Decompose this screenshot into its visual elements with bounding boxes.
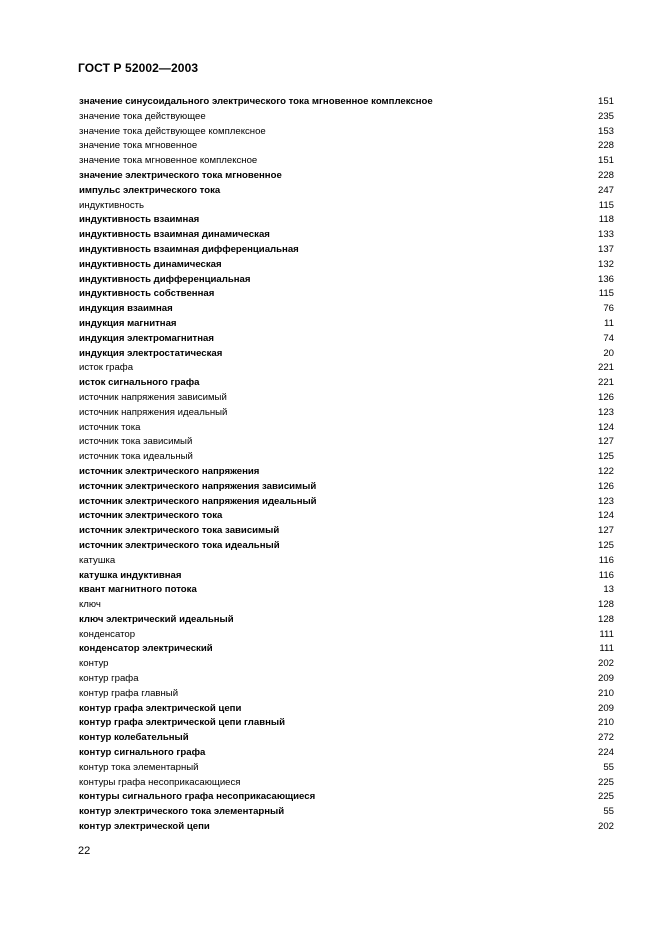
index-entry <box>79 154 614 169</box>
index-page-ref: 228 <box>597 140 614 152</box>
index-term: индуктивность дифференциальная <box>79 273 251 285</box>
index-entry <box>79 524 614 539</box>
index-page-ref: 126 <box>597 391 614 403</box>
index-entry <box>79 820 614 835</box>
index-term: ключ <box>79 599 101 611</box>
index-term: катушка индуктивная <box>79 569 182 581</box>
index-entry <box>79 672 614 687</box>
index-page-ref: 13 <box>603 584 614 596</box>
index-entry <box>79 361 614 376</box>
index-entry <box>79 184 614 199</box>
index-term: источник тока <box>79 421 141 433</box>
index-term: значение тока мгновенное комплексное <box>79 155 258 167</box>
index-entry <box>79 583 614 598</box>
index-term: конденсатор <box>79 628 136 640</box>
index-page-ref: 115 <box>598 288 614 300</box>
index-page-ref: 111 <box>599 643 614 655</box>
index-term: индуктивность динамическая <box>79 258 222 270</box>
index-page-ref: 118 <box>598 214 614 226</box>
index-page-ref: 202 <box>597 658 614 670</box>
index-entry <box>79 169 614 184</box>
index-entry <box>79 125 614 140</box>
index-entry <box>79 509 614 524</box>
index-page-ref: 225 <box>597 791 614 803</box>
index-term: источник напряжения зависимый <box>79 391 227 403</box>
index-term: источник тока зависимый <box>79 436 193 448</box>
index-entry <box>79 258 614 273</box>
index-term: источник электрического напряжения зависимый <box>79 480 317 492</box>
index-entry <box>79 805 614 820</box>
index-term: значение тока действующее комплексное <box>79 125 266 137</box>
term-index-list <box>79 95 614 835</box>
index-entry <box>79 657 614 672</box>
index-page-ref: 123 <box>597 406 614 418</box>
index-page-ref: 137 <box>597 243 614 255</box>
index-term: квант магнитного потока <box>79 584 197 596</box>
index-entry <box>79 110 614 125</box>
index-entry <box>79 613 614 628</box>
index-term: исток сигнального графа <box>79 377 200 389</box>
index-page-ref: 74 <box>603 332 614 344</box>
index-page-ref: 116 <box>598 569 614 581</box>
index-page-ref: 125 <box>597 539 614 551</box>
index-page-ref: 55 <box>603 761 614 773</box>
index-term: контуры графа несоприкасающиеся <box>79 776 241 788</box>
index-page-ref: 111 <box>599 628 614 640</box>
index-page-ref: 209 <box>597 673 614 685</box>
index-page-ref: 224 <box>597 747 614 759</box>
index-entry <box>79 539 614 554</box>
index-page-ref: 55 <box>603 806 614 818</box>
index-entry <box>79 228 614 243</box>
index-entry <box>79 243 614 258</box>
index-term: источник электрического напряжения идеальный <box>79 495 317 507</box>
index-entry <box>79 95 614 110</box>
index-page-ref: 247 <box>597 184 614 196</box>
page-number: 22 <box>78 845 91 857</box>
index-page-ref: 151 <box>597 96 614 107</box>
index-entry <box>79 450 614 465</box>
index-term: контур электрического тока элементарный <box>79 806 285 818</box>
index-term: исток графа <box>79 362 134 374</box>
index-entry <box>79 642 614 657</box>
index-term: контур колебательный <box>79 732 189 744</box>
index-term: индукция электростатическая <box>79 347 223 359</box>
index-term: индуктивность собственная <box>79 288 215 300</box>
index-page-ref: 151 <box>597 155 614 167</box>
index-page-ref: 210 <box>597 717 614 729</box>
index-entry <box>79 569 614 584</box>
index-term: индуктивность взаимная динамическая <box>79 229 270 241</box>
index-page-ref: 235 <box>597 110 614 122</box>
index-page-ref: 127 <box>597 525 614 537</box>
index-page-ref: 153 <box>597 125 614 137</box>
index-term: источник тока идеальный <box>79 451 193 463</box>
index-term: значение электрического тока мгновенное <box>79 169 282 181</box>
index-term: источник напряжения идеальный <box>79 406 228 418</box>
index-page-ref: 209 <box>597 702 614 714</box>
index-term: индуктивность <box>79 199 145 211</box>
index-term: значение тока мгновенное <box>79 140 198 152</box>
index-entry <box>79 746 614 761</box>
index-term: контур графа главный <box>79 687 179 699</box>
index-page-ref: 125 <box>597 451 614 463</box>
index-page-ref: 124 <box>597 421 614 433</box>
index-entry <box>79 347 614 362</box>
index-term: контур сигнального графа <box>79 747 206 759</box>
index-entry <box>79 731 614 746</box>
index-term: источник электрического тока <box>79 510 223 522</box>
index-page-ref: 133 <box>597 229 614 241</box>
index-page-ref: 128 <box>597 599 614 611</box>
index-entry <box>79 790 614 805</box>
index-entry <box>79 273 614 288</box>
index-entry <box>79 687 614 702</box>
index-entry <box>79 761 614 776</box>
index-term: ключ электрический идеальный <box>79 613 234 625</box>
index-entry <box>79 302 614 317</box>
index-entry <box>79 628 614 643</box>
index-page-ref: 115 <box>598 199 614 211</box>
index-page-ref: 124 <box>597 510 614 522</box>
index-entry <box>79 391 614 406</box>
index-entry <box>79 317 614 332</box>
index-page-ref: 272 <box>597 732 614 744</box>
index-page-ref: 228 <box>597 169 614 181</box>
index-entry <box>79 702 614 717</box>
index-term: контур графа электрической цепи главный <box>79 717 285 729</box>
index-term: контур электрической цепи <box>79 821 210 833</box>
index-term: индуктивность взаимная дифференциальная <box>79 243 299 255</box>
index-entry <box>79 376 614 391</box>
index-entry <box>79 465 614 480</box>
index-term: катушка <box>79 554 116 566</box>
index-term: источник электрического тока идеальный <box>79 539 280 551</box>
index-term: значение тока действующее <box>79 110 206 122</box>
index-entry <box>79 406 614 421</box>
index-page-ref: 132 <box>597 258 614 270</box>
index-entry <box>79 287 614 302</box>
index-page-ref: 122 <box>597 465 614 477</box>
index-term: контуры сигнального графа несоприкасающиеся <box>79 791 316 803</box>
index-entry <box>79 716 614 731</box>
index-entry <box>79 495 614 510</box>
index-entry <box>79 199 614 214</box>
index-page-ref: 11 <box>604 317 614 329</box>
index-page-ref: 128 <box>597 613 614 625</box>
index-term: контур графа <box>79 673 139 685</box>
index-entry <box>79 421 614 436</box>
index-page-ref: 127 <box>597 436 614 448</box>
index-page-ref: 221 <box>597 377 614 389</box>
index-term: контур <box>79 658 109 670</box>
index-term: импульс электрического тока <box>79 184 221 196</box>
index-term: контур графа электрической цепи <box>79 702 242 714</box>
index-entry <box>79 332 614 347</box>
index-term: источник электрического тока зависимый <box>79 525 280 537</box>
index-entry <box>79 213 614 228</box>
index-page-ref: 116 <box>598 554 614 566</box>
document-header: ГОСТ Р 52002—2003 <box>78 61 199 75</box>
index-page-ref: 136 <box>597 273 614 285</box>
index-term: источник электрического напряжения <box>79 465 260 477</box>
index-entry <box>79 139 614 154</box>
index-page-ref: 20 <box>603 347 614 359</box>
index-page-ref: 123 <box>597 495 614 507</box>
index-page-ref: 210 <box>597 687 614 699</box>
index-term: индукция магнитная <box>79 317 177 329</box>
index-term: индукция взаимная <box>79 303 173 315</box>
index-entry <box>79 480 614 495</box>
index-term: конденсатор электрический <box>79 643 213 655</box>
index-term: индукция электромагнитная <box>79 332 214 344</box>
index-term: значение синусоидального электрического тока мгновенное комплексное <box>79 96 433 107</box>
index-term: контур тока элементарный <box>79 761 199 773</box>
index-page-ref: 76 <box>603 303 614 315</box>
index-page-ref: 202 <box>597 821 614 833</box>
index-page-ref: 126 <box>597 480 614 492</box>
index-page-ref: 221 <box>597 362 614 374</box>
index-entry <box>79 554 614 569</box>
index-entry <box>79 776 614 791</box>
index-page-ref: 225 <box>597 776 614 788</box>
index-entry <box>79 435 614 450</box>
index-term: индуктивность взаимная <box>79 214 200 226</box>
index-entry <box>79 598 614 613</box>
